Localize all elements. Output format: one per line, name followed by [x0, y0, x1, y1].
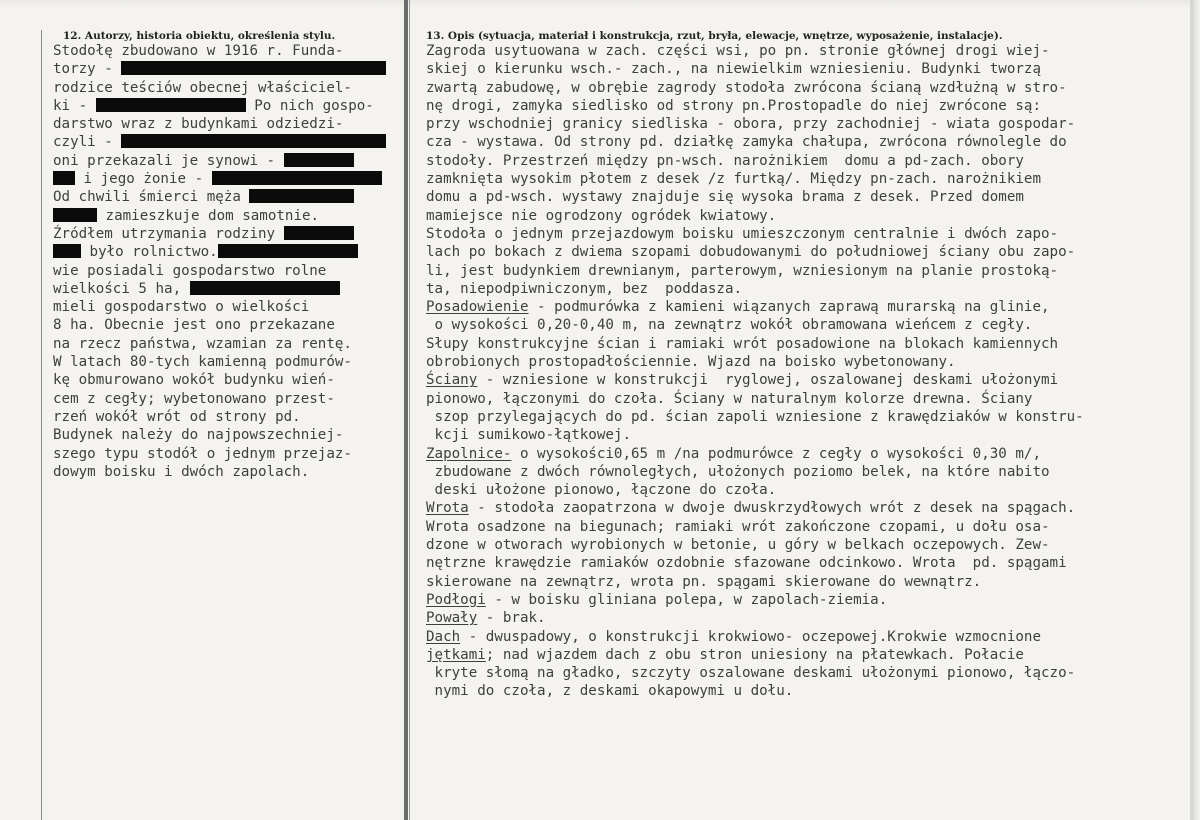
text-run: Budynek należy do najpowszechniej- — [53, 427, 344, 444]
text-run: przy wschodniej granicy siedliska - obora, przy zachodniej - wiata gospodar- — [426, 116, 1076, 133]
text-run: torzy - — [53, 61, 122, 78]
text-line — [53, 79, 386, 97]
text-run: czyli - — [53, 134, 122, 151]
text-line — [53, 335, 386, 353]
text-line — [53, 463, 386, 481]
text-line — [53, 280, 386, 298]
text-run: Zagroda usytuowana w zach. części wsi, po pn. stronie głównej drogi wiej- — [426, 43, 1050, 59]
text-line — [426, 646, 1084, 664]
text-line — [426, 97, 1084, 115]
text-line — [53, 371, 386, 389]
text-line — [426, 79, 1084, 97]
text-line — [426, 426, 1084, 444]
text-line — [426, 316, 1084, 334]
text-run: dzone w otworach wyrobionych w betonie, u góry w belkach oczepowych. Zew- — [426, 537, 1050, 554]
field-label: Dach — [426, 628, 461, 645]
text-line — [53, 152, 386, 170]
section-13-body — [426, 42, 1084, 701]
text-line — [53, 97, 386, 115]
text-line — [426, 609, 1084, 627]
redaction-bar — [53, 171, 75, 185]
text-run: zamieszkuje dom samotnie. — [97, 207, 320, 224]
section-13-heading: 13. Opis (sytuacja, materiał i konstrukcja, rzut, bryła, elewacje, wnętrze, wyposażenie, instalacje). — [426, 30, 1003, 42]
redaction-bar — [249, 189, 354, 203]
text-line — [426, 133, 1084, 151]
text-run: cza - wystawa. Od strony pd. działkę zamyka chałupa, zwrócona równolegle do — [426, 134, 1067, 151]
text-line — [426, 262, 1084, 280]
text-line — [426, 298, 1084, 316]
text-line — [426, 115, 1084, 133]
text-line — [426, 408, 1084, 426]
text-run: kryte słomą na gładko, szczyty oszalowane deskami ułożonymi pionowo, łączo- — [426, 665, 1076, 682]
field-label: Ściany — [426, 372, 478, 389]
text-run: li, jest budynkiem drewnianym, parterowym, wzniesionym na planie prostoką- — [426, 262, 1059, 279]
field-label: Posadowienie — [426, 299, 529, 316]
text-run: wie posiadali gospodarstwo rolne — [53, 262, 327, 279]
text-run: o wysokości0,65 m /na podmurówce z cegły o wysokości 0,30 m/, — [511, 445, 1042, 462]
field-label: Powały — [426, 610, 478, 627]
section-12-body — [53, 42, 386, 481]
text-run: - stodoła zaopatrzona w dwoje dwuskrzydłowych wrót z desek na spągach. — [468, 500, 1076, 517]
text-run: darstwo wraz z budynkami odziedzi- — [53, 116, 344, 133]
text-run: 8 ha. Obecnie jest ono przekazane — [53, 317, 335, 334]
text-line — [426, 445, 1084, 463]
redaction-bar — [190, 281, 340, 295]
section-12-column — [41, 30, 405, 820]
text-run: kcji sumikowo-łątkowej. — [426, 427, 631, 444]
text-run: lach po bokach z dwiema szopami dobudowanymi do południowej ściany obu zapo- — [426, 244, 1076, 261]
text-line — [53, 207, 386, 225]
redaction-bar — [53, 244, 81, 258]
text-run: skierowane na zewnątrz, wrota pn. spągami skierowane do wewnątrz. — [426, 573, 982, 590]
text-line — [426, 463, 1084, 481]
text-run: Stodoła o jednym przejazdowym boisku umieszczonym centralnie i dwóch zapo- — [426, 225, 1059, 242]
text-run: na rzecz państwa, wzamian za rentę. — [53, 335, 352, 352]
text-line — [426, 170, 1084, 188]
text-run: kę obmurowano wokół budynku wień- — [53, 372, 335, 389]
text-line — [426, 371, 1084, 389]
redaction-bar — [284, 153, 354, 167]
text-run: Od chwili śmierci męża — [53, 189, 250, 206]
text-line — [426, 664, 1084, 682]
text-line — [426, 536, 1084, 554]
section-13-column — [410, 30, 1188, 820]
text-run: dowym boisku i dwóch zapolach. — [53, 463, 310, 480]
text-run: rzeń wokół wrót od strony pd. — [53, 408, 301, 425]
text-run: wielkości 5 ha, — [53, 280, 190, 297]
text-line — [426, 335, 1084, 353]
text-line — [53, 408, 386, 426]
redaction-bar — [121, 134, 386, 148]
field-label: Wrota — [426, 500, 469, 517]
text-run: ki - — [53, 97, 96, 114]
text-line — [426, 554, 1084, 572]
column-divider — [404, 0, 408, 820]
field-label: jętkami — [426, 646, 486, 663]
text-run: nętrzne krawędzie ramiaków ozdobnie sfazowane odcinkowo. Wrota pd. spągami — [426, 555, 1067, 572]
text-line — [426, 682, 1084, 700]
text-run: pionowo, łączonymi do czoła. Ściany w naturalnym kolorze drewna. Ściany — [426, 390, 1033, 407]
text-run: zwartą zabudowę, w obrębie zagrody stodoła zwrócona ścianą wzdłużną w stro- — [426, 79, 1067, 96]
text-run: domu a pd-wsch. wystawy znajduje się wysoka brama z desek. Przed domem — [426, 189, 1024, 206]
text-line — [53, 42, 386, 60]
text-line — [426, 518, 1084, 536]
text-line — [426, 207, 1084, 225]
text-line — [53, 353, 386, 371]
text-run: Po nich gospo- — [245, 97, 374, 114]
field-label: Podłogi — [426, 591, 486, 608]
text-line — [426, 591, 1084, 609]
text-run: Stodołę zbudowano w 1916 r. Funda- — [53, 43, 344, 59]
scan-shadow — [1193, 0, 1200, 820]
text-run: nymi do czoła, z deskami okapowymi u dołu. — [426, 683, 794, 700]
scan-edge — [0, 0, 1200, 8]
text-run: zbudowane z dwóch równoległych, ułożonych poziomo belek, na które nabito — [426, 463, 1050, 480]
text-run: - brak. — [477, 610, 546, 627]
redaction-bar — [212, 171, 382, 185]
text-run: i jego żonie - — [75, 171, 212, 188]
text-run: mamiejsce nie ogrodzony ogródek kwiatowy. — [426, 207, 777, 224]
text-line — [426, 499, 1084, 517]
text-line — [53, 390, 386, 408]
text-run: oni przekazali je synowi - — [53, 152, 284, 169]
text-run: szego typu stodół o jednym przejaz- — [53, 445, 352, 462]
text-line — [426, 152, 1084, 170]
text-line — [426, 280, 1084, 298]
text-line — [53, 426, 386, 444]
text-run: - dwuspadowy, o konstrukcji krokwiowo- oczepowej.Krokwie wzmocnione — [460, 628, 1042, 645]
text-run: cem z cegły; wybetonowano przest- — [53, 390, 335, 407]
text-run: zamknięta wysokim płotem z desek /z furtką/. Między pn-zach. narożnikiem — [426, 171, 1041, 188]
text-line — [426, 243, 1084, 261]
text-run: W latach 80-tych kamienną podmurów- — [53, 354, 352, 371]
text-line — [426, 60, 1084, 78]
text-line — [53, 298, 386, 316]
text-run: ; nad wjazdem dach z obu stron uniesiony na płatewkach. Połacie — [485, 646, 1024, 663]
text-run: nę drogi, zamyka siedlisko od strony pn.Prostopadle do niej zwrócone są: — [426, 97, 1041, 114]
text-line — [53, 225, 386, 243]
text-line — [53, 262, 386, 280]
text-run: skiej o kierunku wsch.- zach., na niewielkim wzniesieniu. Budynki tworzą — [426, 61, 1041, 78]
text-run: obrobionych prostopadłościennie. Wjazd na boisko wybetonowany. — [426, 354, 956, 371]
text-run: ta, niepodpiwniczonym, bez poddasza. — [426, 280, 743, 297]
text-line — [53, 316, 386, 334]
text-run: - podmurówka z kamieni wiązanych zaprawą murarską na glinie, — [528, 299, 1050, 316]
redaction-bar — [96, 98, 246, 112]
text-line — [426, 390, 1084, 408]
text-line — [426, 225, 1084, 243]
text-line — [53, 133, 386, 151]
text-line — [53, 115, 386, 133]
text-run: stodoły. Przestrzeń między pn-wsch. narożnikiem domu a pd-zach. obory — [426, 152, 1024, 169]
text-line — [426, 628, 1084, 646]
text-run: deski ułożone pionowo, łączone do czoła. — [426, 482, 777, 499]
text-run: rodzice teściów obecnej właściciel- — [53, 79, 352, 96]
text-run: - w boisku gliniana polepa, w zapolach-ziemia. — [485, 591, 888, 608]
text-run: - wzniesione w konstrukcji ryglowej, oszalowanej deskami ułożonymi — [477, 372, 1059, 389]
text-line — [426, 573, 1084, 591]
field-label: Zapolnice- — [426, 445, 512, 462]
text-run: było rolnictwo. — [81, 244, 218, 261]
redaction-bar — [53, 208, 97, 222]
redaction-bar — [121, 61, 386, 75]
text-run: Źródłem utrzymania rodziny — [53, 225, 284, 242]
text-line — [53, 445, 386, 463]
text-run: Wrota osadzone na biegunach; ramiaki wrót zakończone czopami, u dołu osa- — [426, 518, 1050, 535]
text-run: mieli gospodarstwo o wielkości — [53, 299, 310, 316]
text-run: Słupy konstrukcyjne ścian i ramiaki wrót posadowione na blokach kamiennych — [426, 335, 1059, 352]
text-line — [53, 170, 386, 188]
text-line — [53, 60, 386, 78]
section-12-heading: 12. Autorzy, historia obiektu, określenia stylu. — [63, 30, 336, 42]
redaction-bar — [218, 244, 358, 258]
text-run: o wysokości 0,20-0,40 m, na zewnątrz wokół obramowana wieńcem z cegły. — [426, 317, 1033, 334]
text-line — [426, 188, 1084, 206]
redaction-bar — [284, 226, 354, 240]
text-run: szop przylegających do pd. ścian zapoli wzniesione z krawędziaków w konstru- — [426, 408, 1084, 425]
text-line — [426, 481, 1084, 499]
text-line — [53, 188, 386, 206]
text-line — [426, 353, 1084, 371]
text-line — [53, 243, 386, 261]
text-line — [426, 42, 1084, 60]
